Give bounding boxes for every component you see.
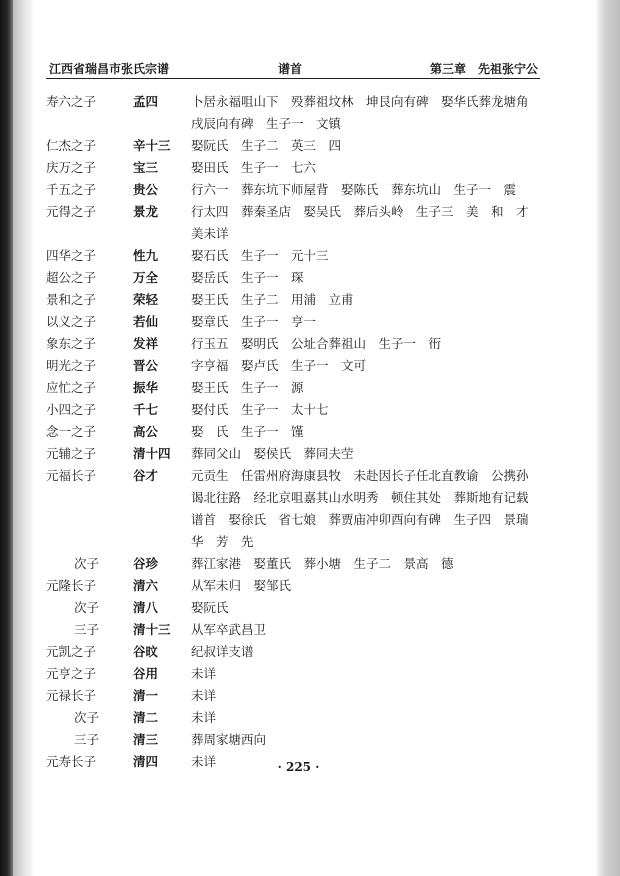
entry-relation: 寿六之子 [46,94,97,109]
genealogy-entry [0,729,597,751]
entry-line [0,245,597,267]
entry-relation: 三子 [74,622,100,637]
entry-relation: 超公之子 [46,270,97,285]
entry-line [0,641,597,663]
genealogy-entry [0,421,597,443]
entry-line [0,289,597,311]
entry-relation: 元寿长子 [46,754,97,769]
entry-description: 娶阮氏 [191,600,229,615]
genealogy-entry [0,707,597,729]
entry-name: 晋公 [133,358,159,373]
entry-relation: 元隆长子 [46,578,97,593]
entry-line [0,421,597,443]
page-edge-strip [597,0,620,876]
entry-line [0,311,597,333]
entry-description: 从军未归 娶邹氏 [191,578,292,593]
entry-relation: 四华之子 [46,248,97,263]
entry-line [0,377,597,399]
entry-line [0,465,597,487]
entry-description: 娶阮氏 生子二 英三 四 [191,138,342,153]
entry-relation: 元得之子 [46,204,97,219]
entry-line [0,201,597,223]
entry-description: 葬周家塘西向 [191,732,267,747]
genealogy-entries [0,91,597,773]
genealogy-entry [0,311,597,333]
entry-description: 娶王氏 生子一 源 [191,380,304,395]
entry-relation: 应忙之子 [46,380,97,395]
entry-description: 谱首 娶徐氏 省七娘 葬贾庙冲卯酉向有碑 生子四 景瑞 [191,512,529,527]
entry-relation: 明光之子 [46,358,97,373]
genealogy-entry [0,201,597,245]
entry-relation: 念一之子 [46,424,97,439]
entry-relation: 三子 [74,732,100,747]
entry-name: 清八 [133,600,159,615]
entry-name: 谷才 [133,468,159,483]
entry-line [0,443,597,465]
entry-description: 卜居永福咀山下 殁葬祖坟林 坤艮向有碑 娶华氏葬龙塘角 [191,94,529,109]
running-header [46,60,540,79]
entry-description: 葬江家港 娶董氏 葬小塘 生子二 景高 德 [191,556,454,571]
entry-name: 千七 [133,402,159,417]
genealogy-entry [0,465,597,553]
entry-line [0,333,597,355]
entry-line [0,113,597,135]
entry-name: 孟四 [133,94,159,109]
genealogy-entry [0,91,597,135]
entry-line [0,223,597,245]
genealogy-entry [0,575,597,597]
entry-description: 字亨福 娶卢氏 生子一 文可 [191,358,367,373]
genealogy-entry [0,179,597,201]
entry-line [0,531,597,553]
entry-line [0,729,597,751]
entry-description: 从军卒武昌卫 [191,622,267,637]
entry-description: 娶岳氏 生子一 琛 [191,270,304,285]
entry-name: 谷珍 [133,556,159,571]
entry-relation: 仁杰之子 [46,138,97,153]
entry-description: 娶付氏 生子一 太十七 [191,402,329,417]
entry-relation: 元亨之子 [46,666,97,681]
genealogy-entry [0,289,597,311]
entry-line [0,91,597,113]
entry-line [0,597,597,619]
entry-name: 辛十三 [133,138,171,153]
entry-description: 未详 [191,666,217,681]
entry-name: 高公 [133,424,159,439]
entry-name: 振华 [133,380,159,395]
entry-description: 行太四 葬秦圣店 娶吴氏 葬后头岭 生子三 美 和 才 [191,204,529,219]
entry-description: 行玉五 娶明氏 公址合葬祖山 生子一 衎 [191,336,442,351]
genealogy-entry [0,157,597,179]
entry-name: 清一 [133,688,159,703]
header-chapter: 第三章 先祖张宁公 [429,62,538,76]
entry-description: 元贡生 任雷州府海康县牧 未赴因长子任北直教谕 公携孙 [191,468,529,483]
entry-line [0,707,597,729]
entry-name: 清四 [133,754,159,769]
entry-line [0,267,597,289]
genealogy-entry [0,685,597,707]
entry-description: 娶王氏 生子二 用浦 立甫 [191,292,354,307]
entry-line [0,135,597,157]
entry-line [0,509,597,531]
header-book-title: 江西省瑞昌市张氏宗谱 [49,62,170,76]
entry-description: 行六一 葬东坑下师屋背 娶陈氏 葬东坑山 生子一 震 [191,182,517,197]
genealogy-entry [0,443,597,465]
entry-description: 葬同父山 娶侯氏 葬同夫茔 [191,446,354,461]
entry-line [0,179,597,201]
entry-description: 戌辰向有碑 生子一 文镇 [191,116,342,131]
entry-line [0,355,597,377]
header-section: 谱首 [278,62,303,76]
entry-name: 谷旼 [133,644,159,659]
entry-description: 美未详 [191,226,229,241]
genealogy-entry [0,399,597,421]
entry-name: 贵公 [133,182,159,197]
entry-description: 娶章氏 生子一 亨一 [191,314,317,329]
entry-line [0,399,597,421]
entry-name: 性九 [133,248,159,263]
entry-line [0,619,597,641]
genealogy-entry [0,377,597,399]
entry-relation: 以义之子 [46,314,97,329]
entry-description: 华 芳 先 [191,534,254,549]
entry-description: 未详 [191,688,217,703]
entry-relation: 次子 [74,600,100,615]
entry-relation: 庆万之子 [46,160,97,175]
entry-name: 发祥 [133,336,159,351]
genealogy-entry [0,333,597,355]
entry-name: 荣轻 [133,292,159,307]
entry-line [0,487,597,509]
entry-name: 清十三 [133,622,171,637]
entry-line [0,553,597,575]
entry-relation: 次子 [74,556,100,571]
genealogy-entry [0,597,597,619]
entry-line [0,575,597,597]
entry-relation: 元辅之子 [46,446,97,461]
entry-relation: 元福长子 [46,468,97,483]
entry-description: 娶田氏 生子一 七六 [191,160,317,175]
entry-line [0,685,597,707]
entry-name: 万全 [133,270,159,285]
entry-relation: 景和之子 [46,292,97,307]
entry-relation: 元禄长子 [46,688,97,703]
entry-name: 宝三 [133,160,159,175]
genealogy-entry [0,245,597,267]
entry-relation: 千五之子 [46,182,97,197]
entry-description: 谒北往路 经北京咀嘉其山水明秀 顿住其处 葬斯地有记载 [191,490,529,505]
entry-name: 若仙 [133,314,159,329]
entry-name: 清三 [133,732,159,747]
entry-relation: 象东之子 [46,336,97,351]
entry-name: 清二 [133,710,159,725]
genealogy-entry [0,553,597,575]
entry-line [0,157,597,179]
entry-name: 景龙 [133,204,159,219]
entry-name: 谷用 [133,666,159,681]
genealogy-entry [0,355,597,377]
genealogy-entry [0,663,597,685]
entry-description: 娶 氏 生子一 馑 [191,424,304,439]
genealogy-entry [0,135,597,157]
entry-relation: 元凯之子 [46,644,97,659]
entry-relation: 次子 [74,710,100,725]
entry-description: 未详 [191,754,217,769]
entry-description: 娶石氏 生子一 元十三 [191,248,329,263]
entry-relation: 小四之子 [46,402,97,417]
genealogy-entry [0,267,597,289]
entry-name: 清十四 [133,446,171,461]
genealogy-entry [0,641,597,663]
entry-description: 纪叔详支谱 [191,644,254,659]
genealogy-entry [0,619,597,641]
page-number: · 225 · [277,760,320,774]
entry-name: 清六 [133,578,159,593]
entry-line [0,663,597,685]
entry-description: 未详 [191,710,217,725]
